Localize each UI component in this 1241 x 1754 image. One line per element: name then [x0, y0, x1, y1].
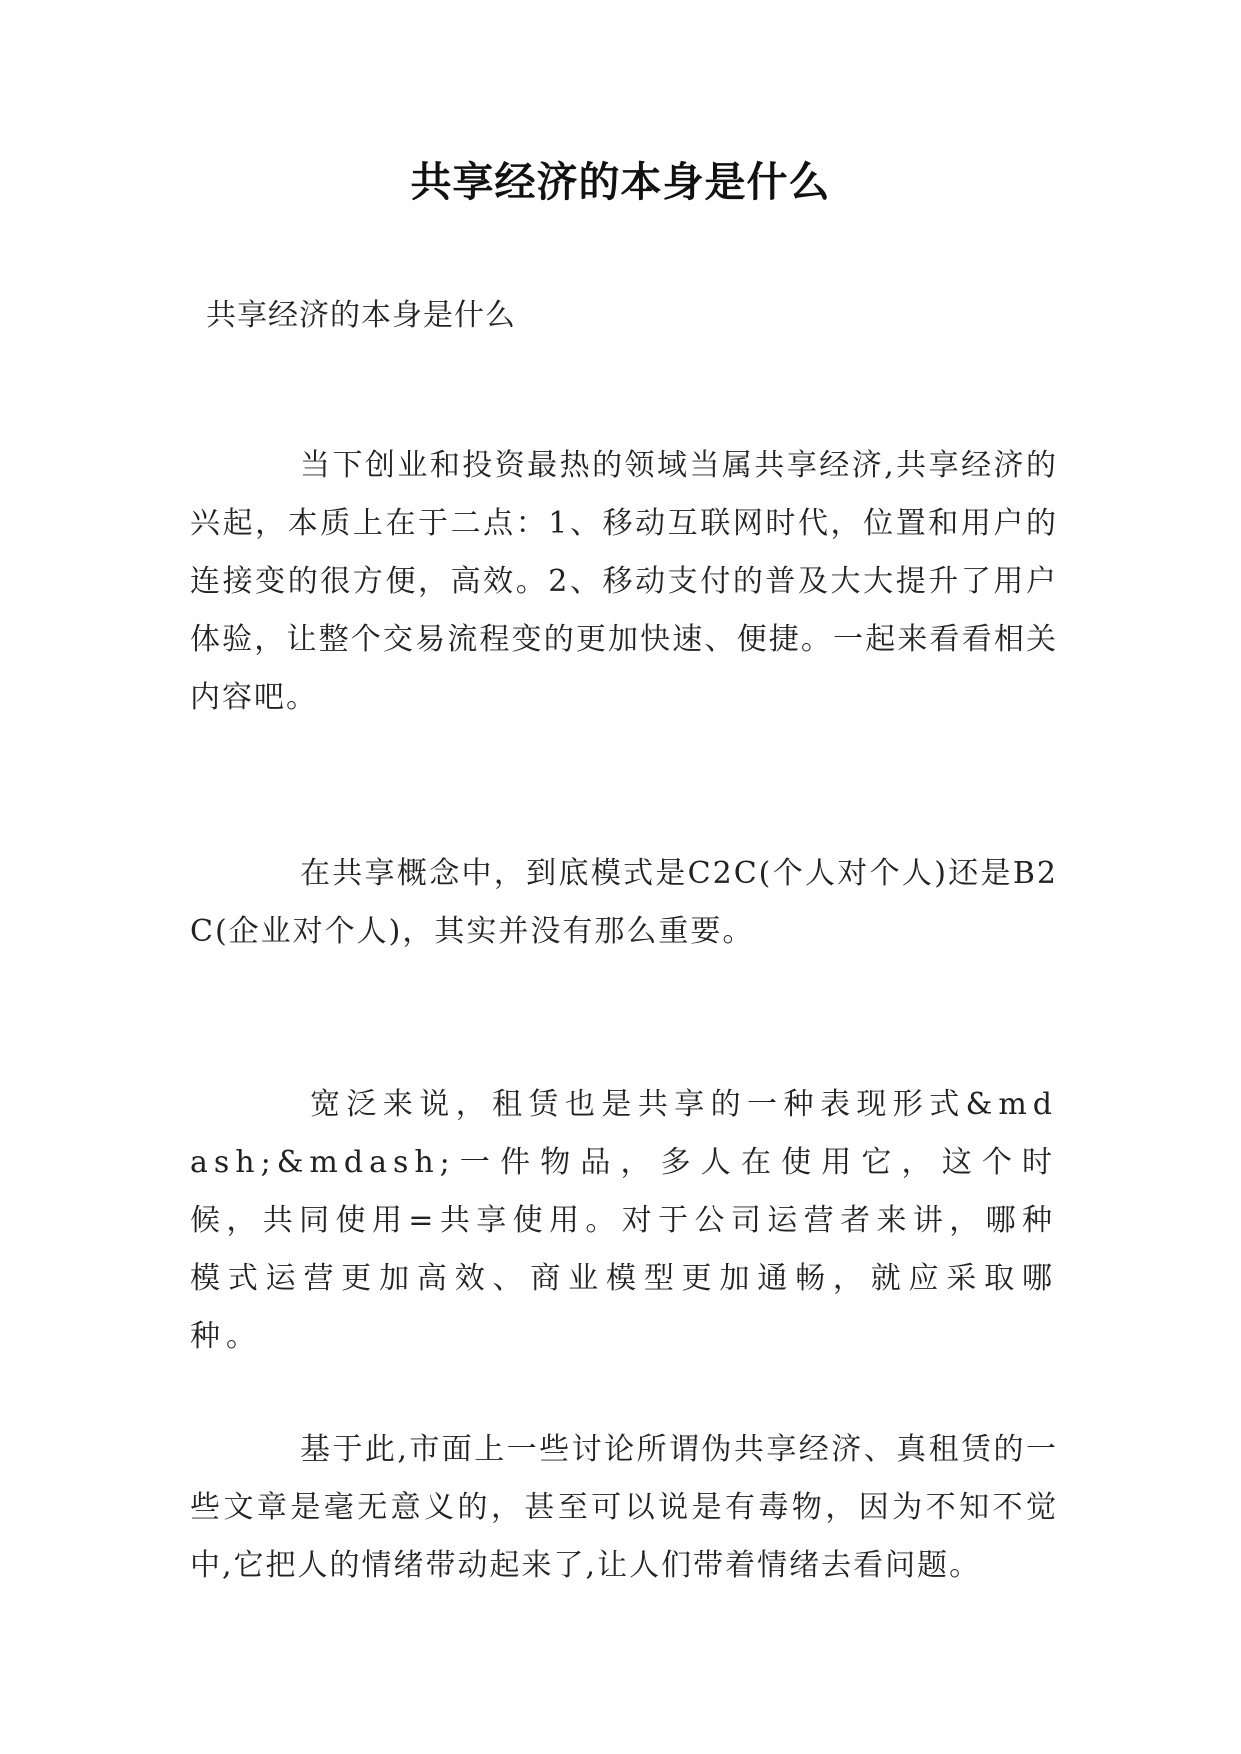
document-title: 共享经济的本身是什么: [410, 158, 831, 206]
paragraph-c2c-b2c: 在共享概念中，到底模式是C2C(个人对个人)还是B2C(企业对个人)，其实并没有那么重要。: [190, 856, 1058, 949]
paragraph-conclusion: 基于此,市面上一些讨论所谓伪共享经济、真租赁的一些文章是毫无意义的，甚至可以说是有毒物，因为不知不觉中,它把人的情绪带动起来了,让人们带着情绪去看问题。: [190, 1432, 1058, 1583]
paragraph-rental: 宽泛来说，租赁也是共享的一种表现形式&mdash;&mdash;一件物品，多人在使用它，这个时候，共同使用=共享使用。对于公司运营者来讲，哪种模式运营更加高效、商业模型更加通畅，就应采取哪种。: [190, 1087, 1058, 1354]
document-subtitle: 共享经济的本身是什么: [206, 298, 516, 333]
paragraph-intro: 当下创业和投资最热的领域当属共享经济,共享经济的兴起，本质上在于二点：1、移动互联网时代，位置和用户的连接变的很方便，高效。2、移动支付的普及大大提升了用户体验，让整个交易流程变的更加快速、便捷。一起来看看相关内容吧。: [190, 448, 1058, 715]
